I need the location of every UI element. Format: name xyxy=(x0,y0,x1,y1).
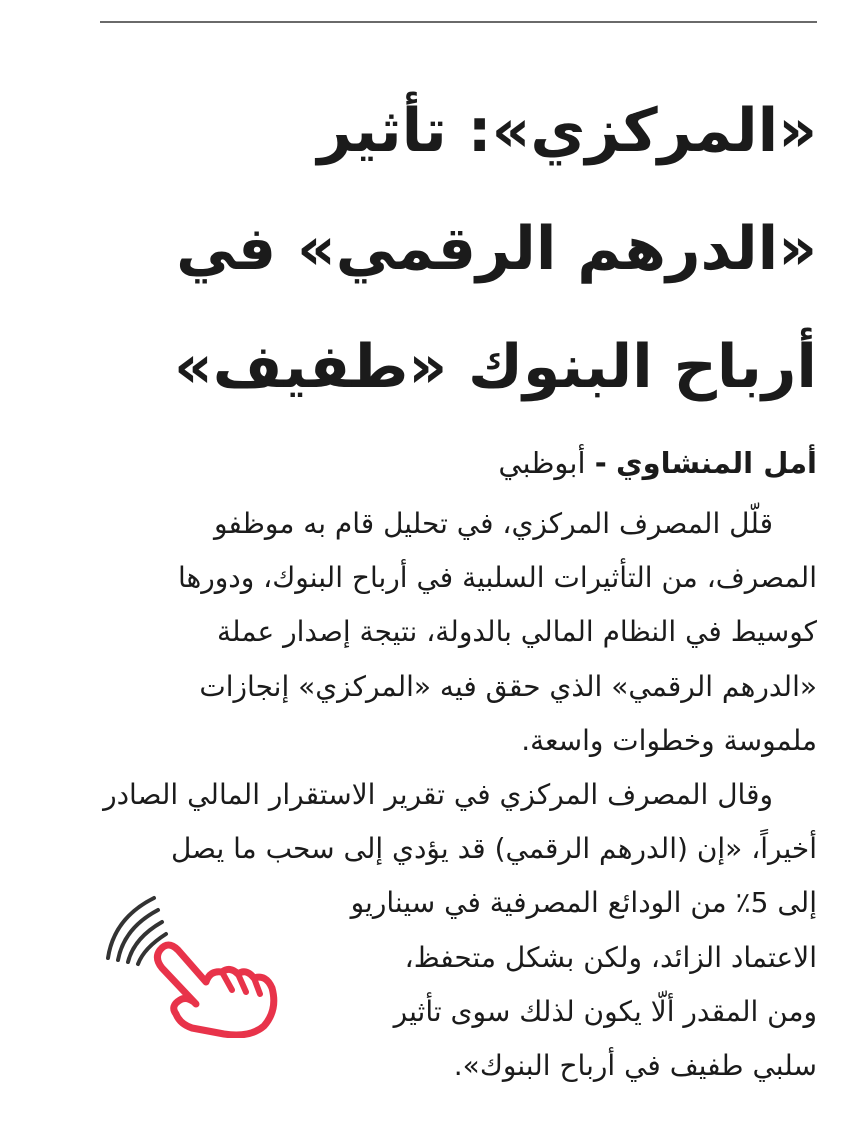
body-line: ملموسة وخطوات واسعة. xyxy=(521,723,817,757)
body-line: المصرف، من التأثيرات السلبية في أرباح البنوك، ودورها xyxy=(177,561,817,595)
body-line: «الدرهم الرقمي» الذي حقق فيه «المركزي» إنجازات xyxy=(199,669,817,703)
headline-line: أرباح البنوك «طفيف» xyxy=(173,332,817,402)
body-line: كوسيط في النظام المالي بالدولة، نتيجة إصدار عملة xyxy=(217,615,817,649)
author-name: أمل المنشاوي xyxy=(616,446,817,480)
top-divider xyxy=(100,21,817,23)
body-line: الاعتماد الزائد، ولكن بشكل متحفظ، xyxy=(404,940,817,974)
headline-line: «الدرهم الرقمي» في xyxy=(176,214,817,284)
article-headline xyxy=(100,72,817,426)
tap-hand-icon xyxy=(100,888,282,1038)
headline-line: «المركزي»: تأثير xyxy=(317,96,817,166)
body-line: إلى 5٪ من الودائع المصرفية في سيناريو xyxy=(350,886,817,920)
body-line: أخيراً، «إن (الدرهم الرقمي) قد يؤدي إلى سحب ما يصل xyxy=(170,832,817,866)
body-line: ومن المقدر ألّا يكون لذلك سوى تأثير xyxy=(393,994,817,1028)
byline-separator: - xyxy=(594,446,607,480)
dateline-location: أبوظبي xyxy=(498,446,586,480)
byline xyxy=(100,438,817,488)
body-line: قلّل المصرف المركزي، في تحليل قام به موظفو xyxy=(213,507,773,540)
body-line: سلبي طفيف في أرباح البنوك». xyxy=(453,1048,817,1082)
body-line: وقال المصرف المركزي في تقرير الاستقرار المالي الصادر xyxy=(103,777,773,811)
